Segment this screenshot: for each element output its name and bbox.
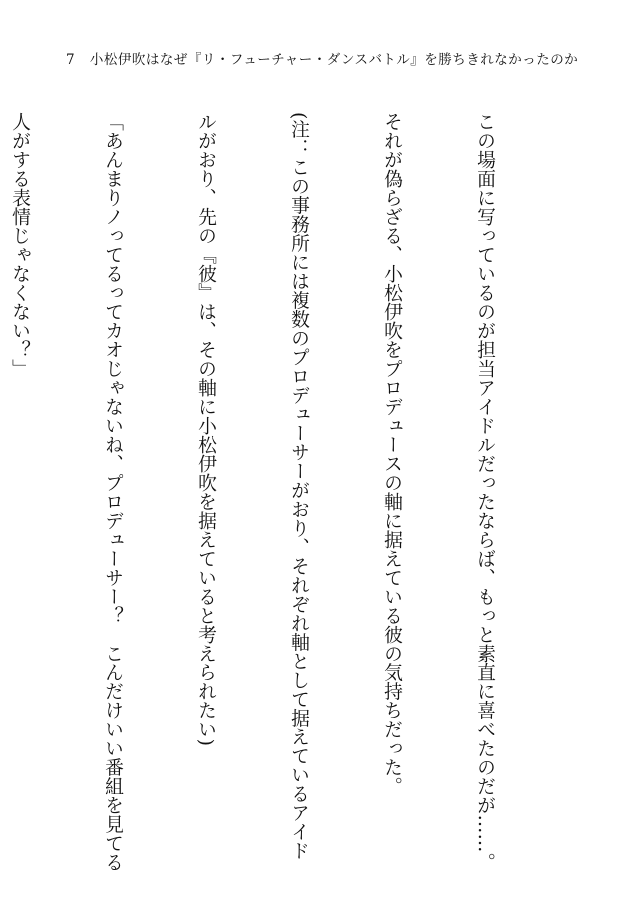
text-line: ルがおり、先の『彼』は、その軸に小松伊吹を据えていると考えられたい)	[195, 112, 216, 747]
vertical-body-text	[0, 112, 562, 872]
running-header	[66, 48, 578, 68]
running-title: 小松伊吹はなぜ『リ・フューチャー・ダンスバトル』を勝ちきれなかったのか	[89, 52, 579, 68]
text-line: 人がする表情じゃなくない？」	[9, 112, 30, 378]
page-number: 7	[66, 52, 76, 68]
text-line: 「あんまりノってるってカオじゃないね、プロデューサー？ こんだけいい番組を見てる	[102, 112, 123, 872]
text-line: この場面に写っているのが担当アイドルだったならば、もっと素直に喜べたのだが……。	[474, 112, 495, 872]
text-line: (注：この事務所には複数のプロデューサーがおり、それぞれ軸として据えているアイド	[288, 112, 309, 861]
text-line: それが偽らざる、小松伊吹をプロデュースの軸に据えている彼の気持ちだった。	[381, 112, 402, 796]
